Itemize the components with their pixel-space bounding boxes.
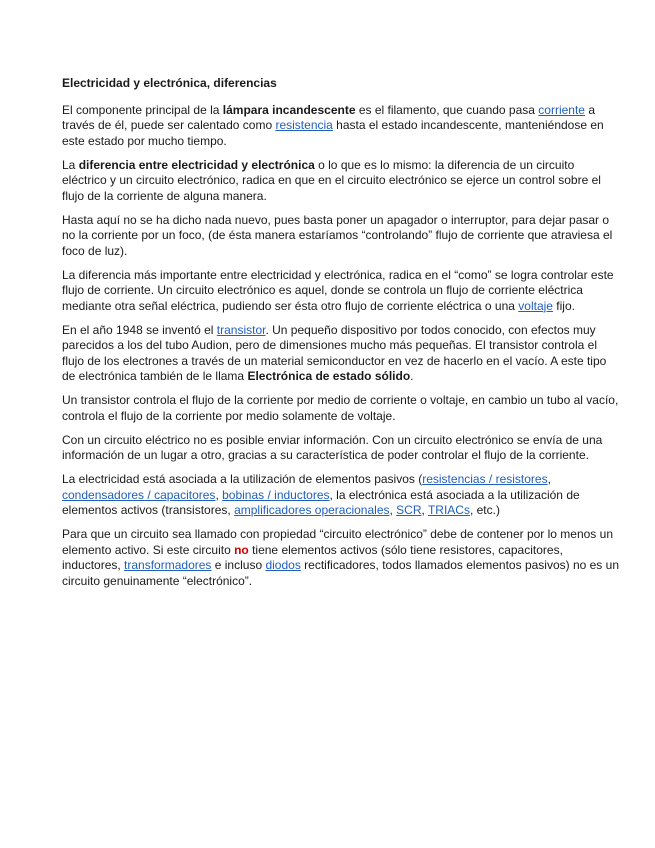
text-run: es el filamento, que cuando pasa (355, 102, 539, 117)
paragraph (62, 472, 622, 519)
paragraph (62, 103, 622, 150)
text-run: En el año 1948 se inventó el (62, 322, 217, 337)
bold-text: lámpara incandescente (222, 102, 356, 117)
document-title: Electricidad y electrónica, diferencias (62, 76, 277, 90)
hyperlink[interactable]: amplificadores operacionales (234, 503, 390, 517)
hyperlink[interactable]: transformadores (124, 558, 212, 572)
text-run: , la electrónica está asociada a la utilización de elementos activos (transistores, (62, 487, 580, 517)
text-run: La (62, 157, 79, 172)
hyperlink[interactable]: bobinas / inductores (222, 487, 330, 502)
text-run: El componente principal de la (62, 102, 223, 117)
paragraph (62, 158, 622, 205)
text-run: rectificadores, todos llamados elementos pasivos) no es un circuito genuinamente “electrónico”. (62, 558, 619, 588)
text-run: , etc.) (469, 503, 500, 517)
text-run: La electricidad está asociada a la utilización de elementos pasivos ( (62, 472, 423, 486)
text-run: Un transistor controla el flujo de la corriente por medio de corriente o voltaje, en cambio un tubo al vacío, controla el flujo de la corriente por medio solamente de voltaje. (62, 393, 619, 423)
text-run: . Un pequeño dispositivo por todos conocido, con efectos muy parecidos a los del tubo Audion, pero de dimensiones mucho más pequeñas. El transistor controla el flujo de los electrones a través de un material semiconductor en vez de hacerlo en el vacío. A este tipo de electrónica también de le llama (62, 322, 607, 383)
paragraph (62, 527, 622, 589)
text-run: Hasta aquí no se ha dicho nada nuevo, pues basta poner un apagador o interruptor, para dejar pasar o no la corriente por un foco, (de ésta manera estaríamos “controlando” flujo de corriente que atraviesa el foco de luz). (62, 212, 613, 258)
paragraph (62, 433, 622, 464)
text-run: . (410, 369, 414, 383)
hyperlink[interactable]: corriente (538, 102, 585, 117)
text-run: , (389, 503, 397, 517)
text-run: tiene elementos activos (sólo tiene resistores, capacitores, inductores, (62, 542, 563, 572)
emphasis-text: no (234, 542, 249, 557)
hyperlink[interactable]: transistor (216, 322, 266, 337)
paragraph (62, 213, 622, 260)
document-page (62, 76, 622, 598)
text-run: , (215, 487, 223, 502)
text-run: Con un circuito eléctrico no es posible enviar información. Con un circuito electrónico se envía de una información de un lugar a otro, gracias a su característica de poder controlar el flujo de la corriente. (62, 432, 603, 462)
text-run: hasta el estado incandescente, manteniéndose en este estado por mucho tiempo. (62, 118, 604, 148)
hyperlink[interactable]: voltaje (518, 298, 553, 313)
hyperlink[interactable]: condensadores / capacitores (62, 487, 216, 502)
text-run: a través de él, puede ser calentado como (62, 102, 595, 132)
text-run: e incluso (211, 558, 266, 572)
hyperlink[interactable]: diodos (265, 558, 301, 572)
bold-text: Electrónica de estado sólido (247, 369, 411, 383)
bold-text: diferencia entre electricidad y electrónica (78, 157, 315, 172)
text-run: , (421, 503, 428, 517)
paragraph (62, 393, 622, 424)
paragraph (62, 268, 622, 315)
text-run: La diferencia más importante entre electricidad y electrónica, radica en el “como” se logra controlar este flujo de corriente. Un circuito electrónico es aquel, donde se controla un flujo de corriente eléctrica mediante otra señal eléctrica, pudiendo ser ésta otro flujo de corriente eléctrica o una (62, 267, 614, 313)
text-run: Para que un circuito sea llamado con propiedad “circuito electrónico” debe de contener por lo menos un elemento activo. Si este circuito (62, 527, 613, 557)
hyperlink[interactable]: resistencia (275, 118, 333, 132)
paragraph (62, 323, 622, 385)
hyperlink[interactable]: TRIACs (427, 503, 470, 517)
hyperlink[interactable]: resistencias / resistores (422, 472, 548, 486)
text-run: , (547, 472, 551, 486)
text-run: fijo. (552, 298, 575, 313)
text-run: o lo que es lo mismo: la diferencia de un circuito eléctrico y un circuito electrónico, radica en que en el circuito electrónico se ejerce un control sobre el flujo de la corriente de alguna manera. (62, 157, 601, 203)
hyperlink[interactable]: SCR (396, 503, 422, 517)
document-body (62, 103, 622, 590)
